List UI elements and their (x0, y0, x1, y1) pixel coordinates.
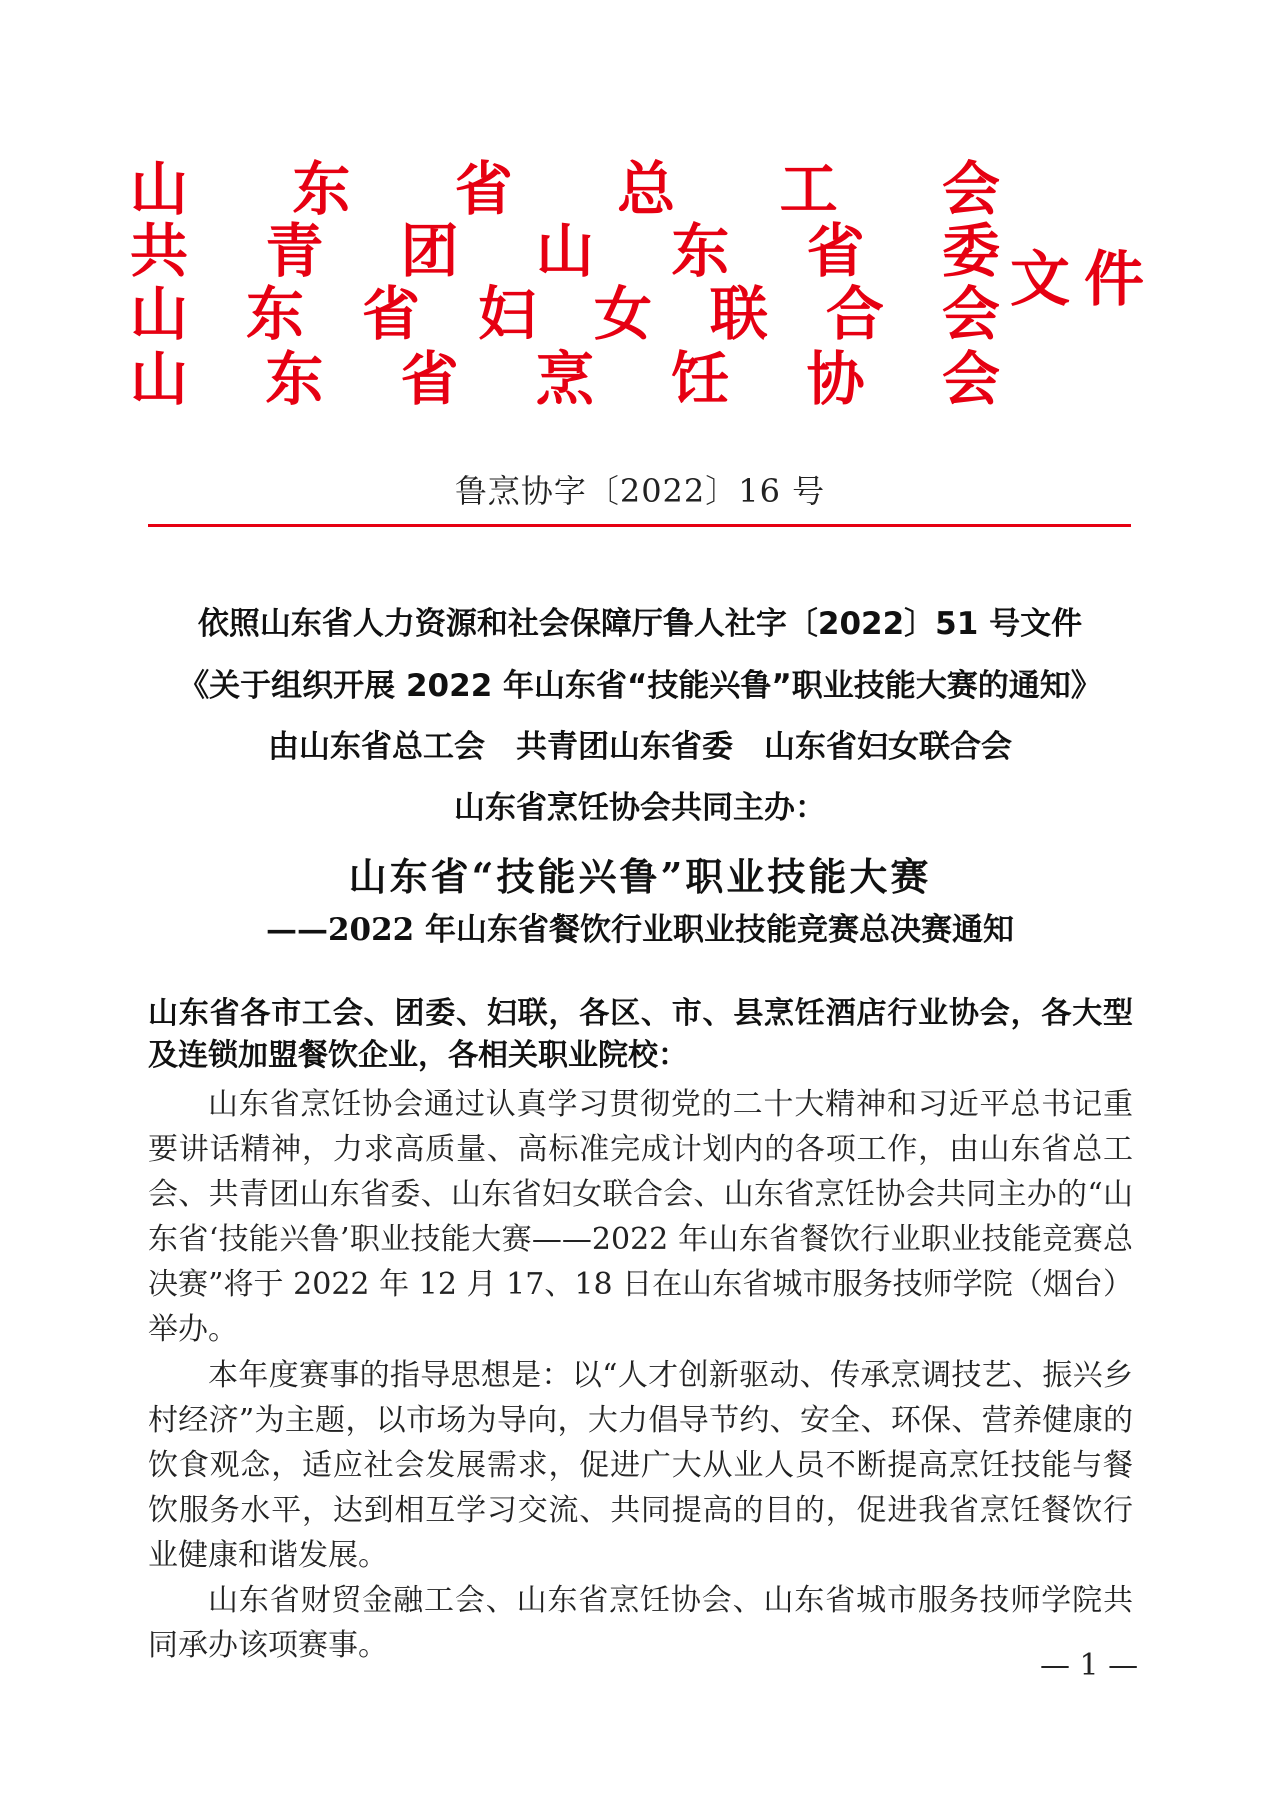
org-char: 共 (130, 217, 189, 285)
org-char: 青 (265, 217, 324, 285)
org-char: 省 (361, 280, 420, 348)
org-char: 会 (941, 280, 1000, 348)
notice-title: 山东省“技能兴鲁”职业技能大赛 (348, 854, 932, 899)
org-char: 东 (292, 155, 351, 223)
org-char: 合 (825, 280, 884, 348)
page-number: — 1 — (1040, 1648, 1139, 1683)
intro-line-1: 依照山东省人力资源和社会保障厅鲁人社字〔2022〕51 号文件 (197, 606, 1083, 642)
red-divider (148, 524, 1131, 527)
org-char: 东 (245, 280, 304, 348)
org-char: 省 (806, 217, 865, 285)
intro-line-4: 山东省烹饪协会共同主办： (454, 790, 826, 826)
org-char: 省 (454, 155, 513, 223)
notice-subtitle: ——2022 年山东省餐饮行业职业技能竞赛总决赛通知 (265, 912, 1015, 948)
org-char: 总 (617, 155, 676, 223)
org-char: 联 (709, 280, 768, 348)
org-name-2 (130, 217, 1000, 285)
org-char: 饪 (671, 345, 730, 413)
org-char: 委 (941, 217, 1000, 285)
org-name-1 (130, 155, 1000, 223)
org-char: 省 (400, 345, 459, 413)
org-char: 团 (400, 217, 459, 285)
org-char: 山 (130, 155, 189, 223)
org-char: 会 (941, 155, 1000, 223)
org-char: 工 (779, 155, 838, 223)
org-char: 妇 (477, 280, 536, 348)
org-name-4 (130, 345, 1000, 413)
salutation: 山东省各市工会、团委、妇联，各区、市、县烹饪酒店行业协会，各大型及连锁加盟餐饮企业，各相关职业院校： (148, 996, 1133, 1073)
org-char: 东 (265, 345, 324, 413)
body-paragraph-2: 本年度赛事的指导思想是：以“人才创新驱动、传承烹调技艺、振兴乡村经济”为主题，以市场为导向，大力倡导节约、安全、环保、营养健康的饮食观念，适应社会发展需求，促进广大从业人员不断提高烹饪技能与餐饮服务水平，达到相互学习交流、共同提高的目的，促进我省烹饪餐饮行业健康和谐发展。 (148, 1358, 1133, 1573)
org-char: 山 (130, 345, 189, 413)
intro-line-2: 《关于组织开展 2022 年山东省“技能兴鲁”职业技能大赛的通知》 (178, 668, 1102, 704)
org-name-3 (130, 280, 1000, 348)
org-char: 东 (671, 217, 730, 285)
org-char: 山 (535, 217, 594, 285)
document-number: 鲁烹协字〔2022〕16 号 (454, 472, 826, 510)
org-char: 烹 (535, 345, 594, 413)
body-paragraph-1: 山东省烹饪协会通过认真学习贯彻党的二十大精神和习近平总书记重要讲话精神，力求高质量、高标准完成计划内的各项工作，由山东省总工会、共青团山东省委、山东省妇女联合会、山东省烹饪协会共同主办的“山东省‘技能兴鲁’职业技能大赛——2022 年山东省餐饮行业职业技能竞赛总决赛”将于 2022 年 12 月 17、18 日在山东省城市服务技师学院（烟台）举办。 (148, 1087, 1133, 1347)
org-char: 协 (806, 345, 865, 413)
org-char: 女 (593, 280, 652, 348)
intro-line-3: 由山东省总工会 共青团山东省委 山东省妇女联合会 (268, 729, 1012, 765)
document-suffix: 文件 (1010, 245, 1158, 315)
body-paragraph-3: 山东省财贸金融工会、山东省烹饪协会、山东省城市服务技师学院共同承办该项赛事。 (148, 1583, 1133, 1663)
org-char: 会 (941, 345, 1000, 413)
org-char: 山 (130, 280, 189, 348)
